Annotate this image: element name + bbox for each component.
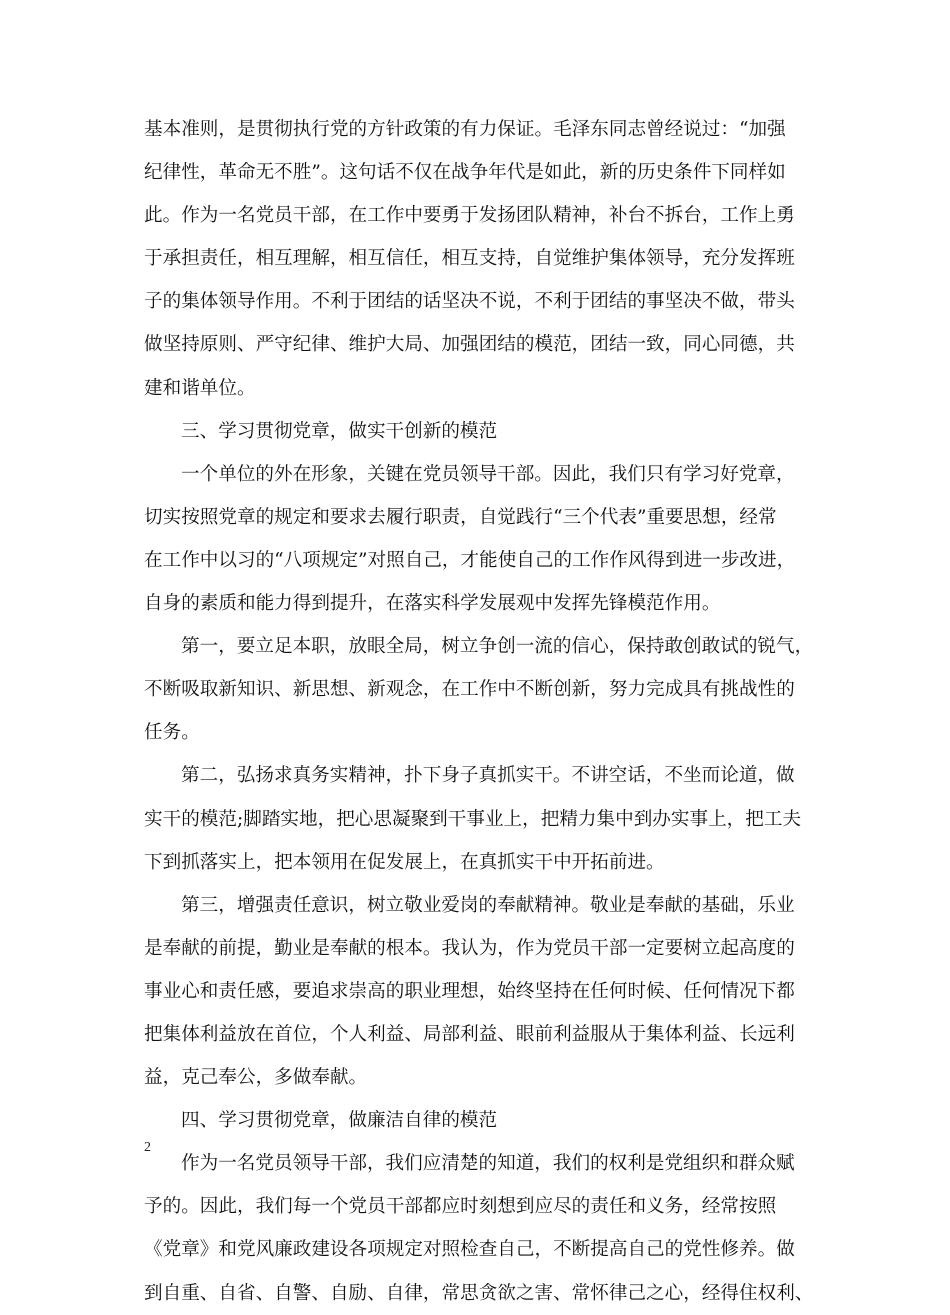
paragraph-start-line: 一个单位的外在形象，关键在党员领导干部。因此，我们只有学习好党章， <box>181 463 795 485</box>
text-line: 建和谐单位。 <box>144 377 256 399</box>
text-line: 做坚持原则、严守纪律、维护大局、加强团结的模范，团结一致，同心同德，共 <box>144 334 795 356</box>
text-line: 在工作中以习的“八项规定”对照自己，才能使自己的工作作风得到进一步改进， <box>144 549 796 571</box>
paragraph-start-line: 四、学习贯彻党章，做廉洁自律的模范 <box>181 1110 498 1132</box>
text-line: 下到抓落实上，把本领用在促发展上，在真抓实干中开拓前进。 <box>144 851 665 873</box>
text-line: 到自重、自省、自警、自励、自律，常思贪欲之害、常怀律己之心，经得住权利、 <box>144 1282 814 1304</box>
text-line: 《党章》和党风廉政建设各项规定对照检查自己，不断提高自己的党性修养。做 <box>144 1239 795 1261</box>
text-line: 子的集体领导作用。不利于团结的话坚决不说，不利于团结的事坚决不做，带头 <box>144 291 795 313</box>
paragraph-start-line: 作为一名党员领导干部，我们应清楚的知道，我们的权利是党组织和群众赋 <box>181 1153 795 1175</box>
page-number: 2 <box>144 1140 151 1155</box>
paragraph-start-line: 第二，弘扬求真务实精神，扑下身子真抓实干。不讲空话，不坐而论道，做 <box>181 765 795 787</box>
paragraph-start-line: 第三，增强责任意识，树立敬业爱岗的奉献精神。敬业是奉献的基础，乐业 <box>181 894 795 916</box>
text-line: 事业心和责任感，要追求崇高的职业理想，始终坚持在任何时候、任何情况下都 <box>144 980 795 1002</box>
text-line: 予的。因此，我们每一个党员干部都应时刻想到应尽的责任和义务，经常按照 <box>144 1196 777 1218</box>
text-line: 切实按照党章的规定和要求去履行职责，自觉践行“三个代表”重要思想，经常 <box>144 506 777 528</box>
text-line: 任务。 <box>144 722 200 744</box>
text-line: 此。作为一名党员干部，在工作中要勇于发扬团队精神，补台不拆台，工作上勇 <box>144 205 795 227</box>
text-line: 纪律性，革命无不胜”。这句话不仅在战争年代是如此，新的历史条件下同样如 <box>144 162 786 184</box>
text-line: 于承担责任，相互理解，相互信任，相互支持，自觉维护集体领导，充分发挥班 <box>144 248 795 270</box>
text-line: 基本准则，是贯彻执行党的方针政策的有力保证。毛泽东同志曾经说过：“加强 <box>144 119 786 140</box>
text-line: 自身的素质和能力得到提升，在落实科学发展观中发挥先锋模范作用。 <box>144 593 721 615</box>
paragraph-start-line: 第一，要立足本职，放眼全局，树立争创一流的信心，保持敢创敢试的锐气， <box>181 636 814 658</box>
document-body <box>144 108 812 1315</box>
text-line: 把集体利益放在首位，个人利益、局部利益、眼前利益服从于集体利益、长远利 <box>144 1023 795 1045</box>
text-line: 是奉献的前提，勤业是奉献的根本。我认为，作为党员干部一定要树立起高度的 <box>144 937 795 959</box>
paragraph-start-line: 三、学习贯彻党章，做实干创新的模范 <box>181 420 498 442</box>
text-line: 不断吸取新知识、新思想、新观念，在工作中不断创新，努力完成具有挑战性的 <box>144 679 795 701</box>
text-line: 实干的模范;脚踏实地，把心思凝聚到干事业上，把精力集中到办实事上，把工夫 <box>144 808 802 830</box>
text-line: 益，克己奉公，多做奉献。 <box>144 1067 368 1089</box>
